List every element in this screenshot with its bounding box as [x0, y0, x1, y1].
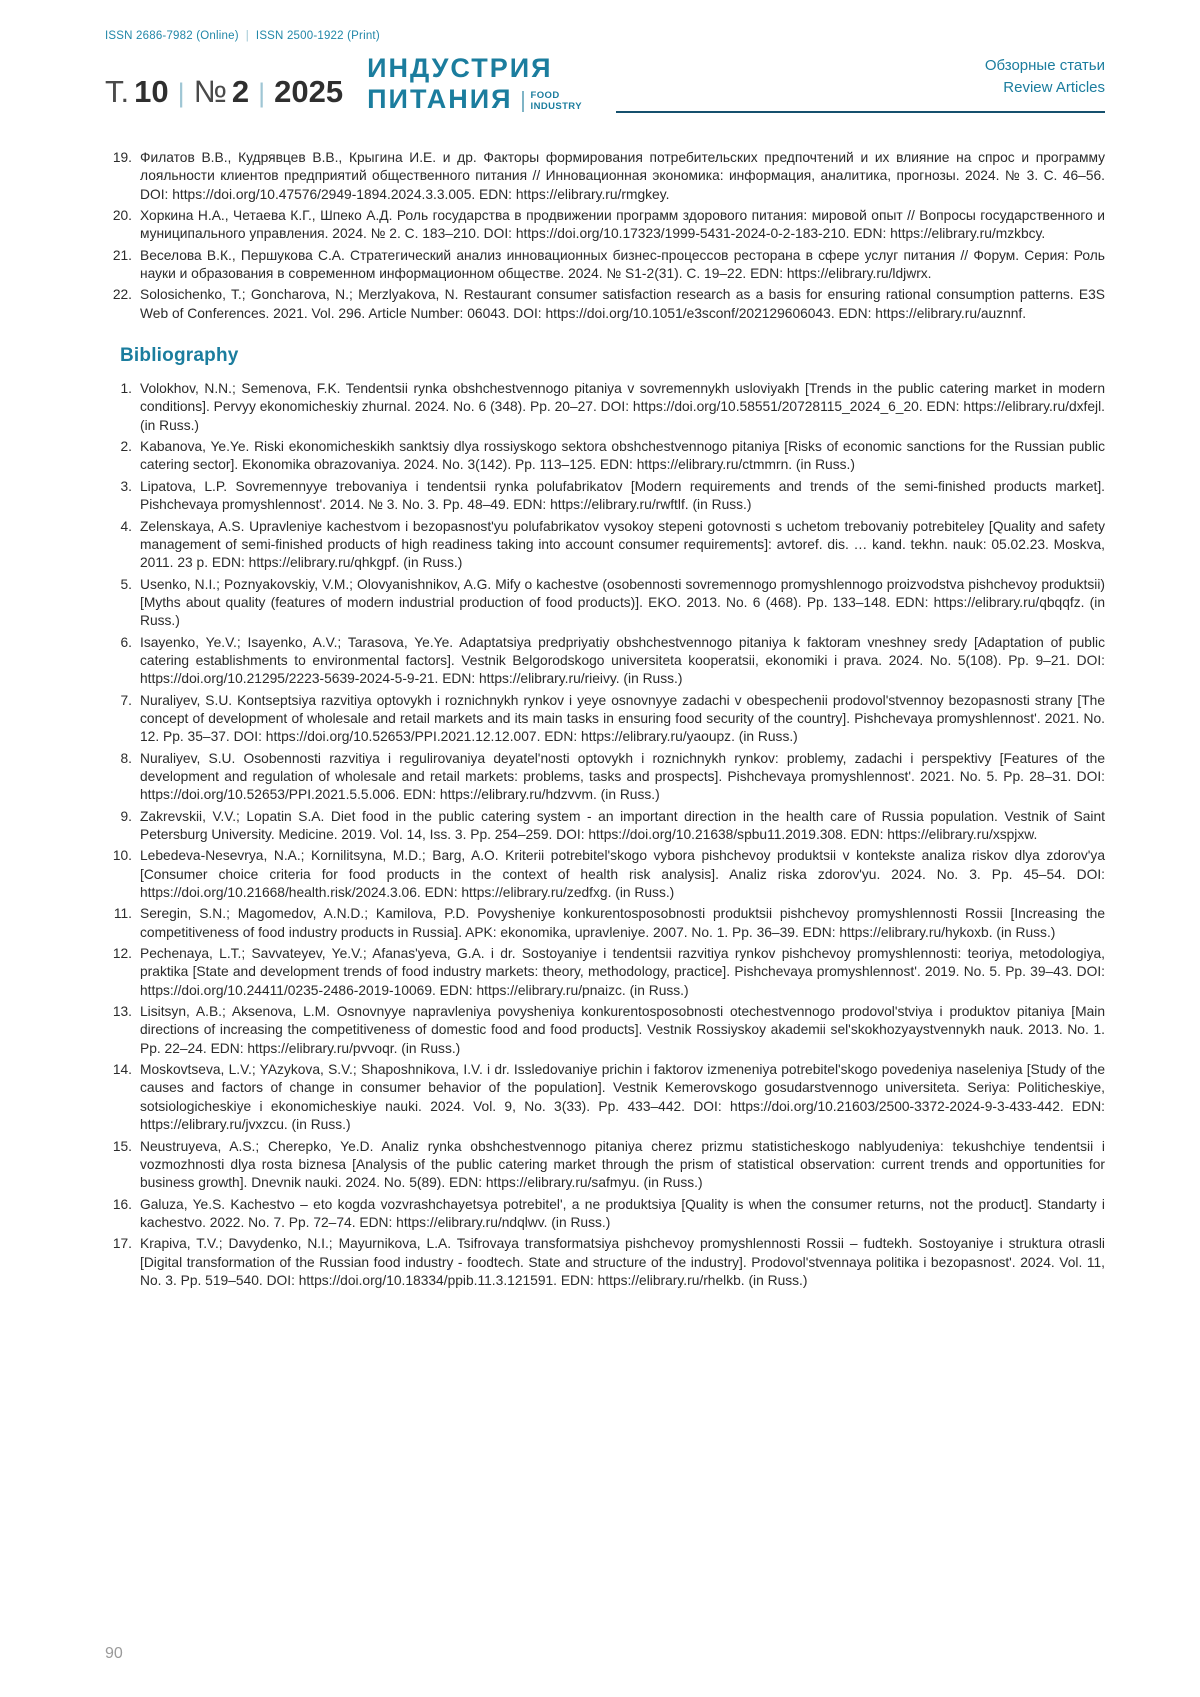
- bibliography-item: [105, 1235, 1105, 1290]
- issue-label: №: [193, 74, 227, 109]
- issue-value: 2: [231, 74, 250, 109]
- issn-line: [105, 30, 1105, 42]
- reference-number: 4.: [120, 518, 132, 534]
- header-rule: [616, 111, 1105, 113]
- reference-text: Lisitsyn, A.B.; Aksenova, L.M. Osnovnyye napravleniya povysheniya konkurentosposobnosti otechestvennogo prodovol'stviya i produktov pitaniya [Main directions of increasing the competitiveness of domestic food and food products]. Vestnik Rossiyskoy akademii sel'skokhozyaystvennykh nauk. 2013. No. 1. Pp. 22–24. EDN: https://elibrary.ru/pvvoqr. (in Russ.): [140, 1004, 1105, 1056]
- title-divider: [522, 91, 524, 112]
- reference-number: 21.: [112, 247, 132, 263]
- reference-text: Хоркина Н.А., Четаева К.Г., Шпеко А.Д. Роль государства в продвижении программ здорового питания: мировой опыт // Вопросы государственного и муниципального управления. 2024. № 2. С. 183–210. DOI: https://doi.org/10.17323/1999-5431-2024-0-2-183-210. EDN: https://elibrary.ru/mzkbcy.: [140, 208, 1105, 242]
- reference-item: [105, 149, 1105, 204]
- bibliography-item: [105, 634, 1105, 689]
- bibliography-item: [105, 945, 1105, 1000]
- reference-text: Kabanova, Ye.Ye. Riski ekonomicheskikh sanktsiy dlya rossiyskogo sektora obshchestvennogo pitaniya [Risks of economic sanctions for the Russian public catering sector]. Ekonomika obrazovaniya. 2024. No. 3(142). Pp. 113–125. EDN: https://elibrary.ru/ctmmrn. (in Russ.): [140, 439, 1105, 473]
- reference-text: Lebedeva-Nesevrya, N.A.; Kornilitsyna, M.D.; Barg, A.O. Kriterii potrebitel'skogo vybora pishchevoy produktsii v kontekste analiza riskov dlya zdorov'ya [Consumer choice criteria for food products in the context of health risk analysis]. Analiz riska zdorov'yu. 2024. No. 3. Pp. 45–54. DOI: https://doi.org/10.21668/health.risk/2024.3.06. EDN: https://elibrary.ru/zedfxg. (in Russ.): [140, 848, 1105, 901]
- reference-number: 16.: [112, 1196, 132, 1212]
- bibliography-item: [105, 478, 1105, 515]
- references-section: [105, 149, 1105, 323]
- reference-number: 17.: [112, 1236, 132, 1252]
- page-header: [105, 30, 1105, 113]
- reference-number: 2.: [120, 439, 132, 455]
- reference-text: Galuza, Ye.S. Kachestvo – eto kogda vozvrashchayetsya potrebitel', a ne produktsiya [Quality is when the consumer returns, not the product]. Standarty i kachestvo. 2022. No. 7. Pp. 72–74. EDN: https://elibrary.ru/ndqlwv. (in Russ.): [140, 1196, 1105, 1230]
- bibliography-item: [105, 1003, 1105, 1058]
- reference-text: Krapiva, T.V.; Davydenko, N.I.; Mayurnikova, L.A. Tsifrovaya transformatsiya pishchevoy promyshlennosti Rossii – fudtekh. Sostoyaniye i struktura otrasli [Digital transformation of the Russian food industry - foodtech. State and structure of the industry]. Prodovol'stvennaya politika i bezopasnost'. 2024. Vol. 11, No. 3. Pp. 519–540. DOI: https://doi.org/10.18334/ppib.11.3.121591. EDN: https://elibrary.ru/rhelkb. (in Russ.): [140, 1236, 1105, 1288]
- volume-issue-block: [105, 76, 343, 113]
- reference-text: Веселова В.К., Першукова С.А. Стратегический анализ инновационных бизнес-процессов ресторана в сфере услуг питания // Форум. Серия: Роль науки и образования в современном информационном обществе. 2024. № S1-2(31). С. 19–22. EDN: https://elibrary.ru/ldjwrx.: [140, 247, 1105, 282]
- issn-print: ISSN 2500-1922 (Print): [255, 30, 380, 42]
- year-value: 2025: [274, 74, 344, 109]
- reference-text: Lipatova, L.P. Sovremennyye trebovaniya i tendentsii rynka polufabrikatov [Modern requirements and trends of the semi-finished products market]. Pishchevaya promyshlennost'. 2014. № 3. No. 3. Pp. 48–49. EDN: https://elibrary.ru/rwftlf. (in Russ.): [140, 478, 1105, 513]
- reference-text: Isayenko, Ye.V.; Isayenko, A.V.; Tarasova, Ye.Ye. Adaptatsiya predpriyatiy obshchestvennogo pitaniya k faktoram vneshney sredy [Adaptation of public catering establishments to environmental factors]. Vestnik Belgorodskogo universiteta kooperatsii, ekonomiki i prava. 2024. No. 5(108). Pp. 9–21. DOI: https://doi.org/10.21295/2223-5639-2024-5-9-21. EDN: https://elibrary.ru/rieivy. (in Russ.): [140, 634, 1105, 687]
- journal-title-en-line1: FOOD: [530, 90, 560, 102]
- header-right: [616, 55, 1105, 113]
- reference-text: Moskovtseva, L.V.; YAzykova, S.V.; Shaposhnikova, I.V. i dr. Issledovaniye prichin i faktorov izmeneniya potrebitel'skogo povedeniya naseleniya [Study of the causes and factors of change in consumer behavior of the population]. Vestnik Kemerovskogo gosudarstvennogo universiteta. Seriya: Politicheskiye, sotsiologicheskiye i ekonomicheskiye nauki. 2024. Vol. 9, No. 3(33). Pp. 433–442. DOI: https://doi.org/10.21603/2500-3372-2024-9-3-433-442. EDN: https://elibrary.ru/jvxzcu. (in Russ.): [140, 1062, 1105, 1133]
- bibliography-item: [105, 1196, 1105, 1233]
- masthead: [105, 55, 1105, 113]
- section-label-en: Review Articles: [1003, 78, 1105, 96]
- journal-title-row: [367, 86, 582, 113]
- reference-item: [105, 207, 1105, 244]
- reference-text: Zakrevskii, V.V.; Lopatin S.A. Diet food in the public catering system - an important direction in the health care of Russia population. Vestnik of Saint Petersburg University. Medicine. 2019. Vol. 14, Iss. 3. Pp. 254–259. DOI: https://doi.org/10.21638/spbu11.2019.308. EDN: https://elibrary.ru/xspjxw.: [140, 808, 1105, 842]
- reference-number: 7.: [120, 692, 132, 708]
- volume-label: Т.: [105, 74, 130, 109]
- bibliography-list: [105, 380, 1105, 1290]
- separator: |: [177, 78, 185, 108]
- reference-text: Филатов В.В., Кудрявцев В.В., Крыгина И.Е. и др. Факторы формирования потребительских предпочтений и их влияние на спрос и программу лояльности клиентов предприятий общественного питания // Инновационная экономика: информация, аналитика, прогнозы. 2024. № 3. С. 46–56. DOI: https://doi.org/10.47576/2949-1894.2024.3.3.005. EDN: https://elibrary.ru/rmgkey.: [140, 150, 1105, 202]
- separator: |: [258, 78, 266, 108]
- bibliography-item: [105, 692, 1105, 747]
- bibliography-item: [105, 438, 1105, 475]
- reference-text: Seregin, S.N.; Magomedov, A.N.D.; Kamilova, P.D. Povysheniye konkurentosposobnosti produktsii pishchevoy promyshlennosti Rossii [Increasing the competitiveness of food industry products in Russia]. APK: ekonomika, upravleniye. 2007. No. 1. Pp. 36–39. EDN: https://elibrary.ru/hykoxb. (in Russ.): [140, 906, 1105, 940]
- reference-number: 20.: [112, 208, 132, 224]
- journal-title-ru-line1: ИНДУСТРИЯ: [367, 53, 553, 83]
- bibliography-item: [105, 576, 1105, 631]
- journal-title-en: [531, 91, 582, 113]
- reference-number: 8.: [120, 750, 132, 766]
- bibliography-section: [105, 380, 1105, 1290]
- journal-title-ru-line2: ПИТАНИЯ: [367, 84, 513, 114]
- reference-number: 10.: [112, 848, 132, 864]
- reference-text: Volokhov, N.N.; Semenova, F.K. Tendentsii rynka obshchestvennogo pitaniya v sovremennykh usloviyakh [Trends in the public catering market in modern conditions]. Pervyy ekonomicheskiy zhurnal. 2024. No. 6 (348). Pp. 20–27. DOI: https://doi.org/10.58551/20728115_2024_6_20. EDN: https://elibrary.ru/dxfejl. (in Russ.): [140, 381, 1105, 433]
- page-number: 90: [105, 1645, 123, 1662]
- journal-title: [367, 55, 582, 113]
- reference-text: Nuraliyev, S.U. Kontseptsiya razvitiya optovykh i roznichnykh rynkov i yeye osnovnyye zadachi v obespechenii prodovol'stvennoy bezopasnosti strany [The concept of development of wholesale and retail markets and its main tasks in ensuring food security of the country]. Pishchevaya promyshlennost'. 2021. No. 12. Pp. 35–37. DOI: https://doi.org/10.52653/PPI.2021.12.12.007. EDN: https://elibrary.ru/yaoupz. (in Russ.): [140, 692, 1105, 745]
- journal-title-en-line2: INDUSTRY: [530, 100, 582, 112]
- reference-text: Pechenaya, L.T.; Savvateyev, Ye.V.; Afanas'yeva, G.A. i dr. Sostoyaniye i tendentsii razvitiya rynkov pishchevoy promyshlennosti: teoriya, metodologiya, praktika [State and development trends of food industry markets: theory, methodology, practice]. Pishchevaya promyshlennost'. 2019. No. 5. Pp. 39–43. DOI: https://doi.org/10.24411/0235-2486-2019-10069. EDN: https://elibrary.ru/pnaizc. (in Russ.): [140, 946, 1105, 998]
- volume-value: 10: [134, 74, 169, 109]
- bibliography-item: [105, 847, 1105, 902]
- reference-number: 3.: [120, 478, 132, 494]
- issn-separator: |: [245, 30, 249, 42]
- reference-item: [105, 286, 1105, 323]
- bibliography-item: [105, 808, 1105, 845]
- russian-references-list: [105, 149, 1105, 323]
- bibliography-item: [105, 518, 1105, 573]
- reference-number: 11.: [113, 906, 132, 922]
- reference-text: Usenko, N.I.; Poznyakovskiy, V.M.; Olovyanishnikov, A.G. Mify o kachestve (osobennosti sovremennogo promyshlennogo proizvodstva pishchevoy produktsii) [Myths about quality (features of modern industrial production of food products)]. EKO. 2013. No. 6 (468). Pp. 133–148. EDN: https://elibrary.ru/qbqqfz. (in Russ.): [140, 576, 1105, 629]
- reference-number: 19.: [112, 150, 132, 165]
- reference-text: Neustruyeva, A.S.; Cherepko, Ye.D. Analiz rynka obshchestvennogo pitaniya cherez prizmu statisticheskogo nablyudeniya: tekushchiye tendentsii i vozmozhnosti dlya rosta biznesa [Analysis of the public catering market through the prism of statistical observation: current trends and opportunities for business growth]. Dnevnik nauki. 2024. No. 5(89). EDN: https://elibrary.ru/safmyu. (in Russ.): [140, 1138, 1105, 1191]
- reference-number: 14.: [112, 1062, 132, 1078]
- reference-number: 12.: [112, 946, 132, 962]
- issn-online: ISSN 2686-7982 (Online): [105, 30, 239, 42]
- reference-text: Solosichenko, T.; Goncharova, N.; Merzlyakova, N. Restaurant consumer satisfaction research as a basis for ensuring rational consumption patterns. E3S Web of Conferences. 2021. Vol. 296. Article Number: 06043. DOI: https://doi.org/10.1051/e3sconf/202129606043. EDN: https://elibrary.ru/auznnf.: [140, 287, 1105, 321]
- bibliography-item: [105, 1138, 1105, 1193]
- reference-number: 9.: [120, 808, 132, 824]
- reference-number: 13.: [112, 1004, 132, 1020]
- reference-number: 6.: [120, 634, 132, 650]
- page-body: [105, 149, 1105, 1290]
- reference-item: [105, 247, 1105, 284]
- bibliography-item: [105, 1061, 1105, 1134]
- bibliography-heading: Bibliography: [120, 345, 239, 367]
- reference-number: 15.: [112, 1138, 132, 1154]
- section-labels: [985, 55, 1105, 99]
- section-label-ru: Обзорные статьи: [984, 57, 1105, 74]
- bibliography-item: [105, 750, 1105, 805]
- bibliography-item: [105, 380, 1105, 435]
- reference-text: Zelenskaya, A.S. Upravleniye kachestvom i bezopasnost'yu polufabrikatov vysokoy stepeni gotovnosti s uchetom trebovaniy potrebiteley [Quality and safety management of semi-finished products of high readiness taking into account consumer requirements]: avtoref. dis. … kand. tekhn. nauk: 05.02.23. Moskva, 2011. 23 p. EDN: https://elibrary.ru/qhkgpf. (in Russ.): [140, 518, 1105, 571]
- reference-text: Nuraliyev, S.U. Osobennosti razvitiya i regulirovaniya deyatel'nosti optovykh i roznichnykh rynkov: problemy, zadachi i perspektivy [Features of the development and regulation of wholesale and retail markets: problems, tasks and prospects]. Pishchevaya promyshlennost'. 2021. No. 5. Pp. 28–31. DOI: https://doi.org/10.52653/PPI.2021.5.5.006. EDN: https://elibrary.ru/hdzvvm. (in Russ.): [140, 750, 1105, 803]
- bibliography-item: [105, 905, 1105, 942]
- reference-number: 5.: [120, 576, 132, 592]
- reference-number: 1.: [120, 381, 132, 397]
- reference-number: 22.: [112, 287, 132, 303]
